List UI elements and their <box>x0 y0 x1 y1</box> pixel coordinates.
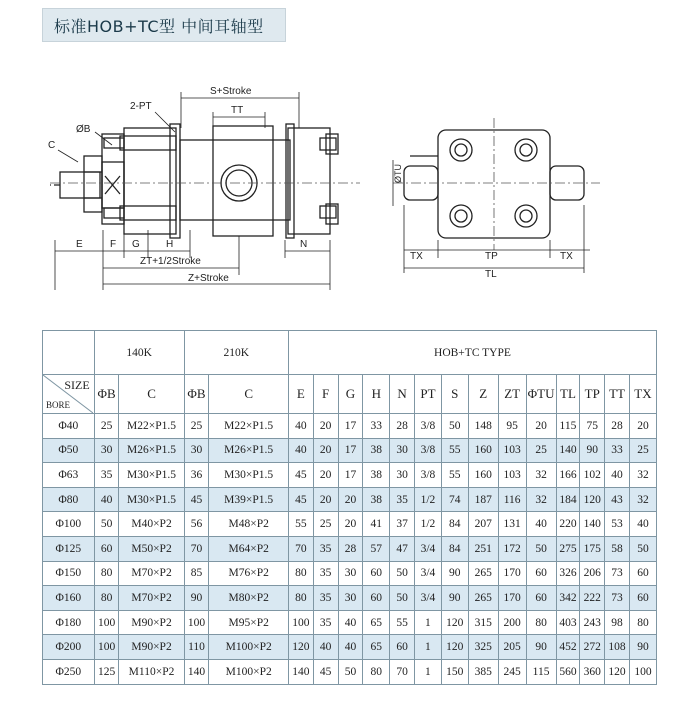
bore-label: BORE <box>46 400 71 410</box>
table-cell: 25 <box>629 438 656 463</box>
table-cell: 60 <box>363 561 390 586</box>
table-cell: 50 <box>94 512 119 537</box>
table-cell: 3/4 <box>415 536 442 561</box>
table-cell: M90×P2 <box>119 610 184 635</box>
table-cell: 45 <box>288 487 313 512</box>
column-header: N <box>390 375 415 414</box>
table-cell: 17 <box>338 463 363 488</box>
table-cell: 80 <box>288 586 313 611</box>
table-cell: 40 <box>629 512 656 537</box>
table-cell: 40 <box>338 610 363 635</box>
table-row <box>43 610 657 635</box>
table-cell: 60 <box>390 635 415 660</box>
table-cell: M30×P1.5 <box>119 487 184 512</box>
table-cell: 243 <box>580 610 605 635</box>
table-cell: 140 <box>580 512 605 537</box>
table-cell: 73 <box>605 561 630 586</box>
bore-cell: Φ125 <box>43 536 95 561</box>
label-2-pt: 2-PT <box>130 101 152 112</box>
table-cell: 45 <box>313 659 338 684</box>
table-cell: M30×P1.5 <box>209 463 289 488</box>
bore-cell: Φ150 <box>43 561 95 586</box>
table-cell: 120 <box>580 487 605 512</box>
table-cell: 32 <box>629 463 656 488</box>
size-bore-diagonal-cell <box>43 375 95 414</box>
label-phi-b: ØB <box>76 124 91 135</box>
column-header: TP <box>580 375 605 414</box>
table-cell: 50 <box>629 536 656 561</box>
table-cell: 55 <box>288 512 313 537</box>
column-header: PT <box>415 375 442 414</box>
table-cell: 3/4 <box>415 561 442 586</box>
table-cell: 200 <box>498 610 526 635</box>
table-row <box>43 586 657 611</box>
table-cell: 160 <box>468 438 498 463</box>
table-cell: 1/2 <box>415 512 442 537</box>
table-cell: 20 <box>313 414 338 439</box>
table-cell: 148 <box>468 414 498 439</box>
label-h: H <box>166 239 174 250</box>
column-header: Z <box>468 375 498 414</box>
table-cell: 30 <box>390 438 415 463</box>
table-cell: 38 <box>363 438 390 463</box>
column-header: C <box>209 375 289 414</box>
column-header: G <box>338 375 363 414</box>
table-row <box>43 512 657 537</box>
table-cell: 166 <box>556 463 580 488</box>
table-row <box>43 414 657 439</box>
table-cell: 30 <box>184 438 209 463</box>
label-tx-right: TX <box>560 251 573 262</box>
table-row <box>43 438 657 463</box>
table-cell: 100 <box>184 610 209 635</box>
table-cell: 342 <box>556 586 580 611</box>
table-cell: M39×P1.5 <box>209 487 289 512</box>
table-cell: 70 <box>390 659 415 684</box>
table-cell: 222 <box>580 586 605 611</box>
table-cell: M26×P1.5 <box>119 438 184 463</box>
table-cell: M100×P2 <box>209 635 289 660</box>
table-cell: 50 <box>526 536 556 561</box>
table-cell: 58 <box>605 536 630 561</box>
bore-cell: Φ200 <box>43 635 95 660</box>
column-header: F <box>313 375 338 414</box>
table-cell: 452 <box>556 635 580 660</box>
table-cell: 30 <box>338 586 363 611</box>
column-header-row <box>43 375 657 414</box>
table-cell: 40 <box>526 512 556 537</box>
table-cell: 60 <box>526 586 556 611</box>
bore-cell: Φ250 <box>43 659 95 684</box>
label-zt: ZT+1/2Stroke <box>140 256 201 267</box>
table-cell: M30×P1.5 <box>119 463 184 488</box>
table-cell: 251 <box>468 536 498 561</box>
table-cell: 73 <box>605 586 630 611</box>
table-cell: 70 <box>184 536 209 561</box>
table-cell: 41 <box>363 512 390 537</box>
table-cell: 120 <box>605 659 630 684</box>
label-z: Z+Stroke <box>188 273 229 284</box>
table-cell: 40 <box>288 438 313 463</box>
table-cell: 33 <box>363 414 390 439</box>
table-cell: 20 <box>313 487 338 512</box>
table-cell: 100 <box>94 610 119 635</box>
table-cell: 80 <box>629 610 656 635</box>
table-cell: 80 <box>526 610 556 635</box>
table-cell: 85 <box>184 561 209 586</box>
table-cell: 65 <box>363 610 390 635</box>
table-cell: 35 <box>313 586 338 611</box>
table-cell: 315 <box>468 610 498 635</box>
table-cell: 90 <box>629 635 656 660</box>
table-cell: 160 <box>468 463 498 488</box>
table-cell: 1/2 <box>415 487 442 512</box>
table-cell: 220 <box>556 512 580 537</box>
table-cell: M110×P2 <box>119 659 184 684</box>
table-cell: 275 <box>556 536 580 561</box>
bore-cell: Φ50 <box>43 438 95 463</box>
table-cell: 90 <box>441 586 468 611</box>
table-cell: M70×P2 <box>119 561 184 586</box>
table-cell: 140 <box>288 659 313 684</box>
table-cell: 25 <box>94 414 119 439</box>
table-cell: 170 <box>498 561 526 586</box>
table-cell: 30 <box>390 463 415 488</box>
column-header: C <box>119 375 184 414</box>
table-cell: 40 <box>338 635 363 660</box>
label-tt: TT <box>231 105 244 116</box>
table-cell: 385 <box>468 659 498 684</box>
cylinder-drawing <box>0 0 695 330</box>
table-cell: 325 <box>468 635 498 660</box>
table-cell: 20 <box>313 463 338 488</box>
table-cell: 98 <box>605 610 630 635</box>
table-cell: 36 <box>184 463 209 488</box>
table-cell: 175 <box>580 536 605 561</box>
spec-table <box>42 330 657 685</box>
table-cell: 47 <box>390 536 415 561</box>
bore-cell: Φ80 <box>43 487 95 512</box>
table-cell: 205 <box>498 635 526 660</box>
table-cell: 35 <box>313 536 338 561</box>
column-header: ΦTU <box>526 375 556 414</box>
table-cell: 56 <box>184 512 209 537</box>
column-header: TT <box>605 375 630 414</box>
table-cell: 150 <box>441 659 468 684</box>
table-cell: 50 <box>441 414 468 439</box>
label-n: N <box>300 239 308 250</box>
table-cell: 25 <box>526 438 556 463</box>
table-cell: 108 <box>605 635 630 660</box>
table-cell: 37 <box>390 512 415 537</box>
table-cell: 20 <box>338 512 363 537</box>
table-cell: 57 <box>363 536 390 561</box>
table-cell: 32 <box>629 487 656 512</box>
table-cell: M80×P2 <box>209 586 289 611</box>
table-cell: 100 <box>288 610 313 635</box>
table-cell: 38 <box>363 487 390 512</box>
table-cell: 80 <box>288 561 313 586</box>
table-cell: 40 <box>288 414 313 439</box>
table-cell: 50 <box>390 561 415 586</box>
table-cell: 84 <box>441 536 468 561</box>
label-tl: TL <box>485 269 497 280</box>
table-cell: 75 <box>580 414 605 439</box>
table-cell: 131 <box>498 512 526 537</box>
table-cell: 70 <box>288 536 313 561</box>
table-cell: 38 <box>363 463 390 488</box>
table-cell: 560 <box>556 659 580 684</box>
table-cell: 25 <box>313 512 338 537</box>
table-cell: M76×P2 <box>209 561 289 586</box>
table-cell: 32 <box>526 487 556 512</box>
table-cell: 1 <box>415 635 442 660</box>
table-cell: 116 <box>498 487 526 512</box>
bore-cell: Φ100 <box>43 512 95 537</box>
table-cell: 207 <box>468 512 498 537</box>
table-cell: M22×P1.5 <box>209 414 289 439</box>
table-cell: 45 <box>184 487 209 512</box>
table-row <box>43 561 657 586</box>
column-header: ΦB <box>184 375 209 414</box>
table-cell: 170 <box>498 586 526 611</box>
table-cell: 403 <box>556 610 580 635</box>
table-cell: 125 <box>94 659 119 684</box>
table-cell: 102 <box>580 463 605 488</box>
table-cell: 28 <box>605 414 630 439</box>
table-cell: M95×P2 <box>209 610 289 635</box>
table-cell: 1 <box>415 610 442 635</box>
table-cell: 80 <box>94 561 119 586</box>
table-cell: 115 <box>556 414 580 439</box>
size-label: SIZE <box>64 378 90 392</box>
column-header: TX <box>629 375 656 414</box>
table-cell: 32 <box>526 463 556 488</box>
table-cell: M40×P2 <box>119 512 184 537</box>
table-row <box>43 463 657 488</box>
table-cell: 120 <box>441 610 468 635</box>
table-cell: 140 <box>184 659 209 684</box>
table-cell: 90 <box>526 635 556 660</box>
table-cell: M90×P2 <box>119 635 184 660</box>
group-header-210k: 210K <box>184 331 288 375</box>
table-row <box>43 487 657 512</box>
table-cell: 100 <box>94 635 119 660</box>
table-cell: 25 <box>184 414 209 439</box>
table-cell: 28 <box>390 414 415 439</box>
table-cell: 272 <box>580 635 605 660</box>
table-cell: 90 <box>580 438 605 463</box>
group-header-140k: 140K <box>94 331 184 375</box>
table-cell: M70×P2 <box>119 586 184 611</box>
header-corner-blank <box>43 331 95 375</box>
column-header: E <box>288 375 313 414</box>
table-cell: 65 <box>363 635 390 660</box>
table-cell: 60 <box>629 586 656 611</box>
table-cell: 245 <box>498 659 526 684</box>
table-cell: 187 <box>468 487 498 512</box>
table-cell: 17 <box>338 438 363 463</box>
table-cell: 115 <box>526 659 556 684</box>
table-cell: 45 <box>288 463 313 488</box>
table-cell: 35 <box>313 561 338 586</box>
table-cell: 206 <box>580 561 605 586</box>
table-cell: 60 <box>94 536 119 561</box>
column-header: ΦB <box>94 375 119 414</box>
page-title: 标准HOB+TC型 中间耳轴型 <box>54 17 264 36</box>
table-cell: 140 <box>556 438 580 463</box>
column-header: ZT <box>498 375 526 414</box>
table-cell: M48×P2 <box>209 512 289 537</box>
table-cell: 40 <box>94 487 119 512</box>
table-cell: 28 <box>338 536 363 561</box>
table-cell: 265 <box>468 586 498 611</box>
table-cell: 103 <box>498 438 526 463</box>
group-header-hob-tc-type: HOB+TC TYPE <box>288 331 656 375</box>
table-cell: 95 <box>498 414 526 439</box>
table-cell: 3/8 <box>415 438 442 463</box>
label-e: E <box>76 239 83 250</box>
table-cell: 100 <box>629 659 656 684</box>
table-cell: 60 <box>629 561 656 586</box>
label-tp: TP <box>485 251 498 262</box>
table-cell: 110 <box>184 635 209 660</box>
table-cell: 265 <box>468 561 498 586</box>
label-f: F <box>110 239 117 250</box>
bore-cell: Φ160 <box>43 586 95 611</box>
table-cell: 90 <box>441 561 468 586</box>
table-cell: 20 <box>629 414 656 439</box>
table-cell: 80 <box>94 586 119 611</box>
table-cell: M64×P2 <box>209 536 289 561</box>
table-cell: 50 <box>390 586 415 611</box>
table-cell: M100×P2 <box>209 659 289 684</box>
table-cell: 55 <box>441 463 468 488</box>
table-cell: 60 <box>363 586 390 611</box>
table-cell: 3/8 <box>415 414 442 439</box>
table-cell: 30 <box>338 561 363 586</box>
table-cell: 184 <box>556 487 580 512</box>
table-cell: 43 <box>605 487 630 512</box>
table-cell: 172 <box>498 536 526 561</box>
table-cell: 60 <box>526 561 556 586</box>
column-header: H <box>363 375 390 414</box>
table-row <box>43 659 657 684</box>
label-c: C <box>48 140 56 151</box>
table-cell: 40 <box>313 635 338 660</box>
table-cell: 40 <box>605 463 630 488</box>
label-g: G <box>132 239 140 250</box>
table-cell: 20 <box>526 414 556 439</box>
label-s-stroke: S+Stroke <box>210 86 252 97</box>
table-cell: 20 <box>313 438 338 463</box>
bore-cell: Φ40 <box>43 414 95 439</box>
table-cell: 50 <box>338 659 363 684</box>
table-cell: M22×P1.5 <box>119 414 184 439</box>
table-cell: 53 <box>605 512 630 537</box>
table-cell: 30 <box>94 438 119 463</box>
table-cell: 80 <box>363 659 390 684</box>
table-cell: 55 <box>441 438 468 463</box>
spec-table-body <box>43 414 657 685</box>
table-cell: M26×P1.5 <box>209 438 289 463</box>
table-cell: 3/8 <box>415 463 442 488</box>
table-cell: 74 <box>441 487 468 512</box>
column-header: S <box>441 375 468 414</box>
table-cell: 326 <box>556 561 580 586</box>
table-cell: 1 <box>415 659 442 684</box>
table-cell: 3/4 <box>415 586 442 611</box>
label-phi-tu: ØTU <box>393 164 403 183</box>
table-cell: 33 <box>605 438 630 463</box>
table-cell: 120 <box>288 635 313 660</box>
table-row <box>43 635 657 660</box>
table-cell: 35 <box>94 463 119 488</box>
table-row <box>43 536 657 561</box>
bore-cell: Φ63 <box>43 463 95 488</box>
table-cell: 120 <box>441 635 468 660</box>
table-cell: 35 <box>390 487 415 512</box>
label-tx-left: TX <box>410 251 423 262</box>
table-cell: 17 <box>338 414 363 439</box>
table-cell: 103 <box>498 463 526 488</box>
table-cell: 35 <box>313 610 338 635</box>
bore-cell: Φ180 <box>43 610 95 635</box>
column-header: TL <box>556 375 580 414</box>
table-cell: M50×P2 <box>119 536 184 561</box>
table-cell: 55 <box>390 610 415 635</box>
table-cell: 360 <box>580 659 605 684</box>
table-cell: 90 <box>184 586 209 611</box>
table-cell: 20 <box>338 487 363 512</box>
table-cell: 84 <box>441 512 468 537</box>
